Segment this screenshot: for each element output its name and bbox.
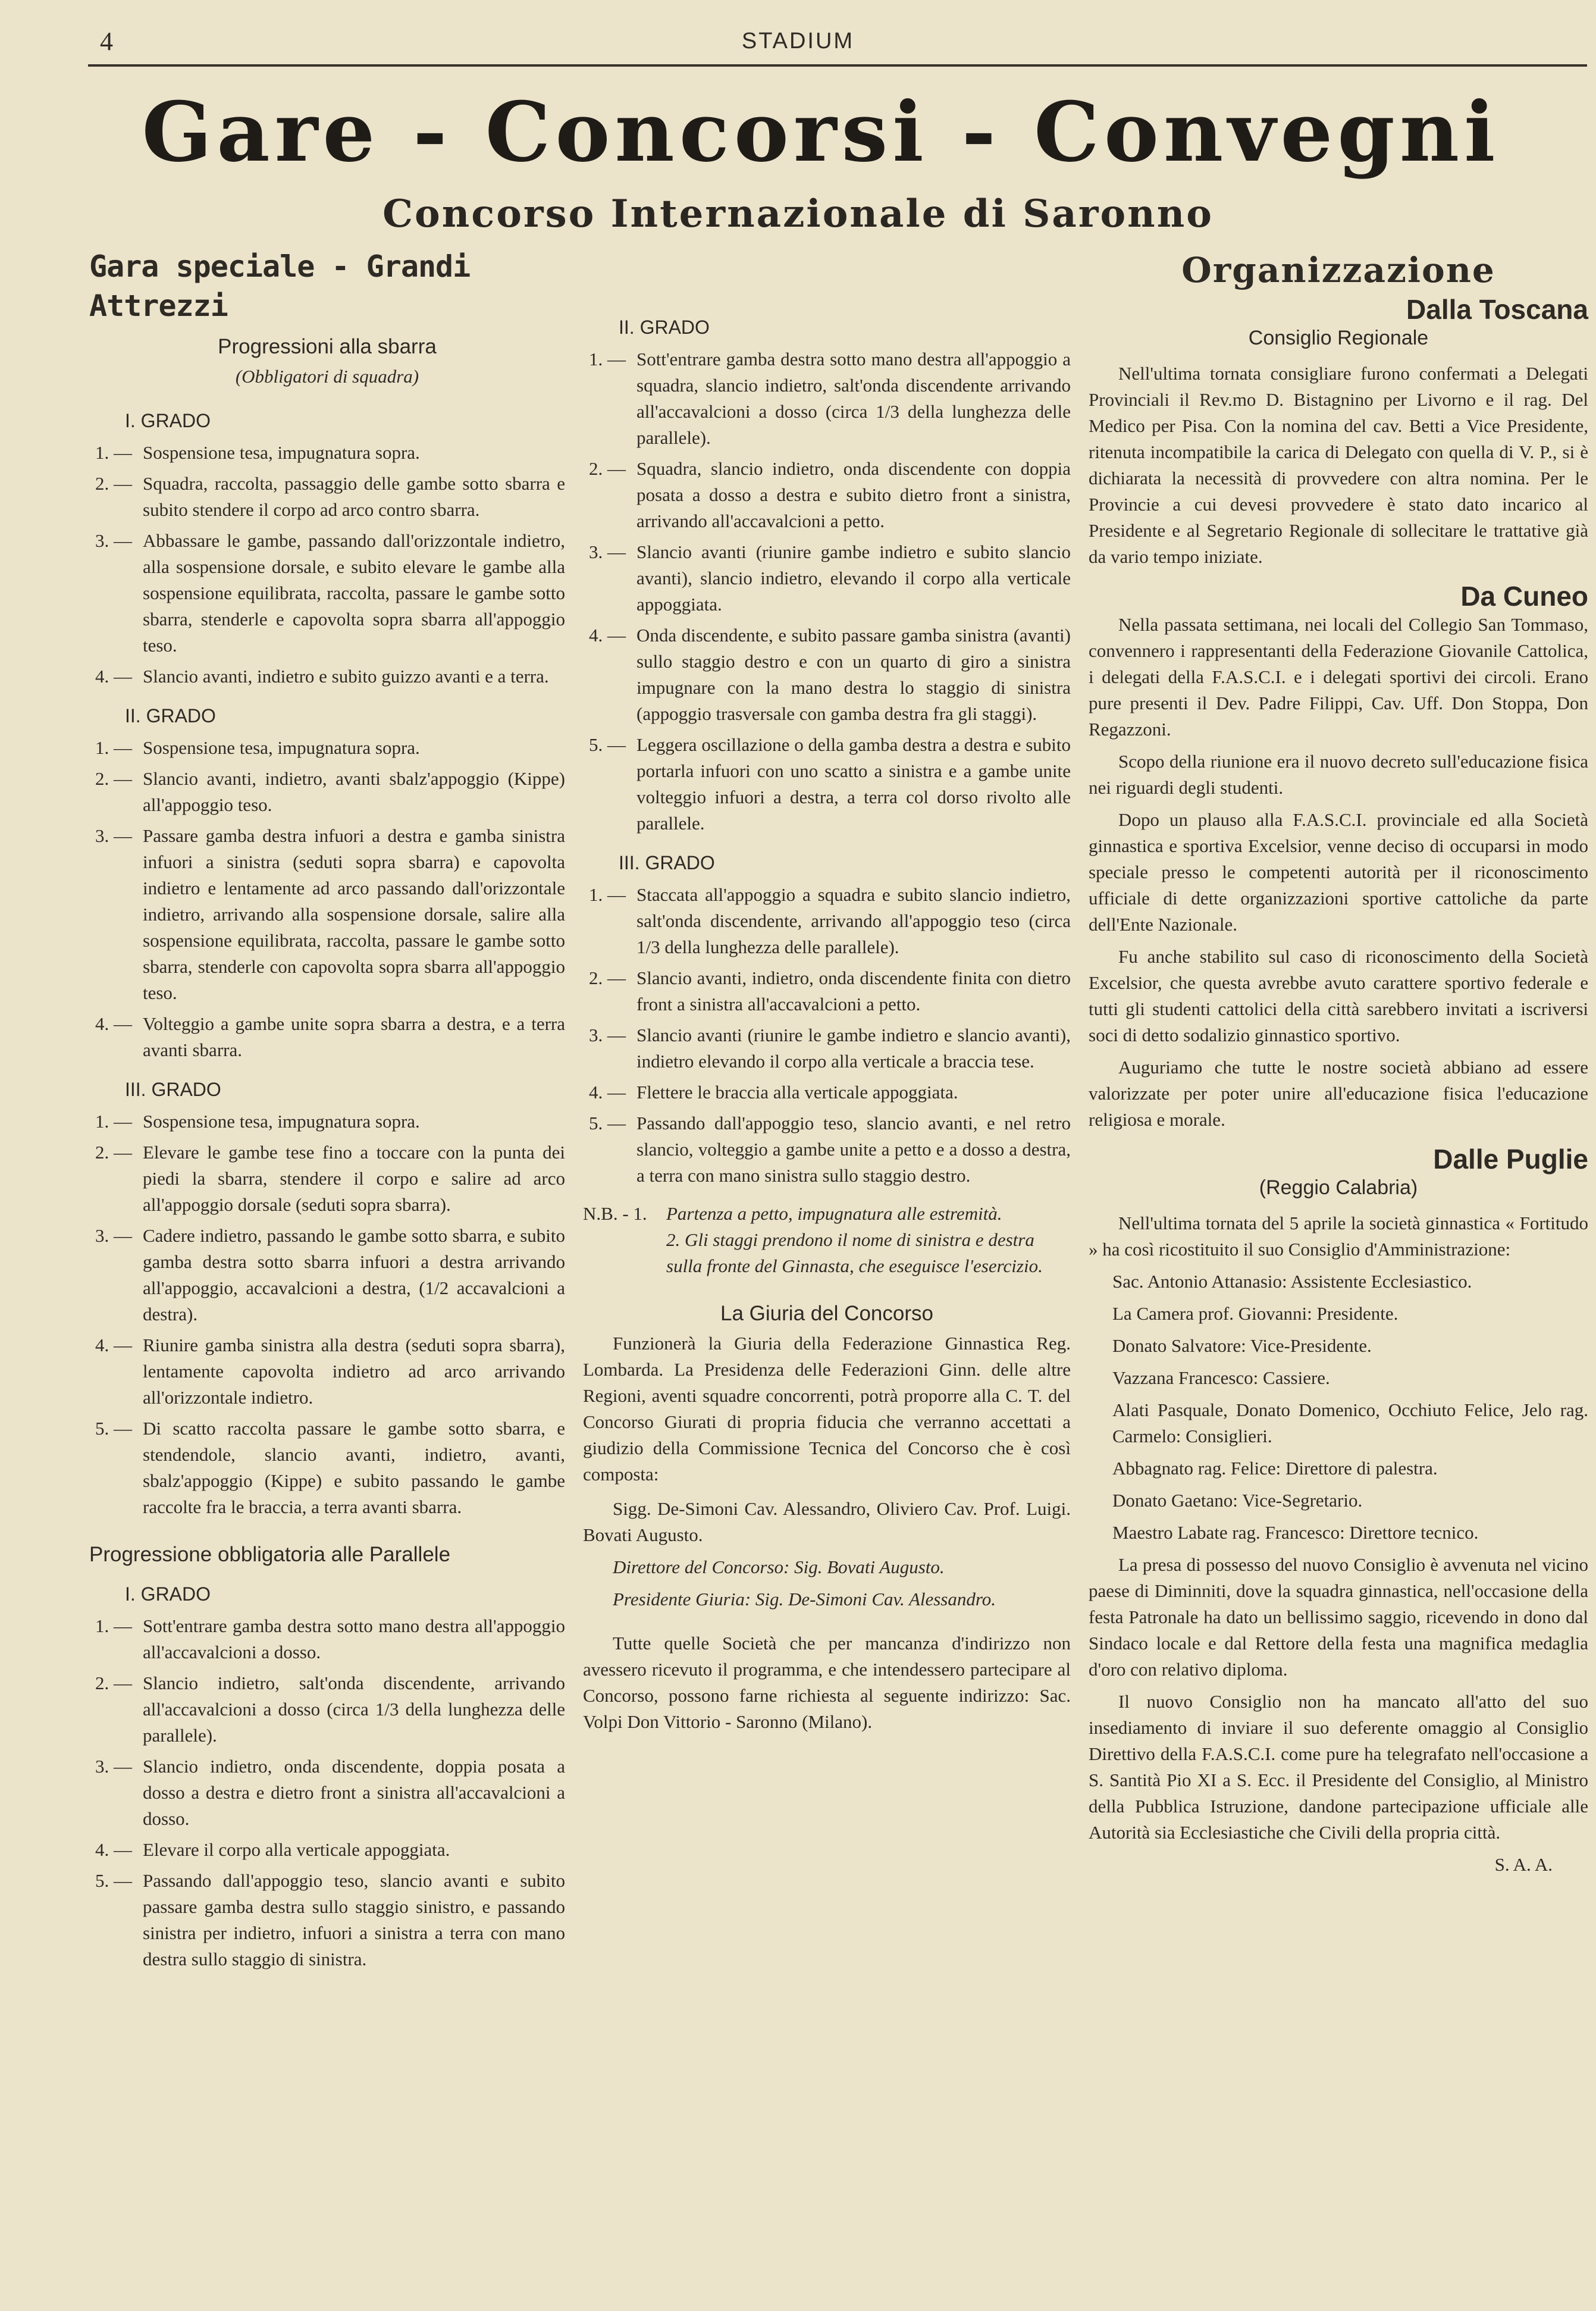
list-item: 3. — Slancio indietro, onda discendente, doppia posata a dosso a destra e dietro front a sinistra all'accavalcioni a dosso. [95,1756,565,1829]
parallele-grado-2-list [583,346,1071,837]
list-item: 4. — Slancio avanti, indietro e subito guizzo avanti e a terra. [95,666,549,687]
cuneo-paragraph: Auguriamo che tutte le nostre società abbiano ad essere valorizzate per poter unire all'educazione fisica l'educazione religiosa e morale. [1089,1057,1588,1130]
nb-label: N.B. - 1. [583,1203,647,1224]
list-item: La Camera prof. Giovanni: Presidente. [1112,1303,1399,1324]
list-item: 1. — Sospensione tesa, impugnatura sopra. [95,442,420,463]
nb-note-2: 2. Gli staggi prendono il nome di sinistra e destra sulla fronte del Ginnasta, che eseguisce l'esercizio. [666,1229,1043,1276]
list-item: Donato Salvatore: Vice-Presidente. [1112,1335,1372,1356]
list-item: 5. — Passando dall'appoggio teso, slancio avanti e subito passare gamba destra sullo staggio sinistro, e passando sinistra per indietro, infuori a sinistra a terra con mano destra sullo staggio di sinistra. [95,1870,565,1969]
list-item: 2. — Squadra, raccolta, passaggio delle gambe sotto sbarra e subito stendere il corpo ad arco contro sbarra. [95,473,565,520]
list-item: 2. — Elevare le gambe tese fino a toccare con la punta dei piedi la sbarra, stendere il corpo e salire ad arco all'appoggio dorsale (seduti sopra sbarra). [95,1142,565,1215]
giuria-notice: Tutte quelle Società che per mancanza d'indirizzo non avessero ricevuto il programma, e che intendessero partecipare al Concorso, possono farne richiesta al seguente indirizzo: Sac. Volpi Don Vittorio - Saronno (Milano). [583,1633,1071,1732]
list-item: 2. — Slancio avanti, indietro, onda discendente finita con dietro front a sinistra all'accavalcioni a petto. [589,967,1071,1014]
list-item: Vazzana Francesco: Cassiere. [1112,1367,1330,1388]
section-subtitle: Concorso Internazionale di Saronno [382,192,1214,236]
signature: S. A. A. [1494,1854,1553,1875]
list-item: 2. — Squadra, slancio indietro, onda discendente con doppia posata a dosso a destra e subito dietro front a sinistra, arrivando all'accavalcioni a petto. [589,458,1071,531]
list-item: 3. — Abbassare le gambe, passando dall'orizzontale indietro, alla sospensione dorsale, e subito elevare le gambe alla sospensione equilibrata, raccolta, passare le gambe sotto sbarra, stenderle e capovolta sopra sbarra all'appoggio teso. [95,530,565,656]
list-item: 4. — Flettere le braccia alla verticale appoggiata. [589,1082,958,1103]
sbarra-note: (Obbligatori di squadra) [235,366,419,387]
list-item: 4. — Onda discendente, e subito passare gamba sinistra (avanti) sullo staggio destro e con un quarto di giro a sinistra impugnare con la mano destra lo staggio di sinistra (appoggio trasversale con gamba destra fra gli staggi). [589,625,1071,724]
parallele-grado-1: I. GRADO [125,1583,211,1605]
cuneo-paragraph: Fu anche stabilito sul caso di riconoscimento della Società Excelsior, che questa avrebbe avuto carattere sportivo federale e tutti gli studenti cattolici della città sarebbero invitati a iscriversi soci di detto sodalizio ginnastico sportivo. [1089,946,1588,1045]
parallele-grado-3-list [583,882,1071,1189]
gara-title: Gara speciale - Grandi Attrezzi [89,249,471,323]
page-number: 4 [100,27,113,56]
puglie-title: Dalle Puglie [1433,1144,1588,1175]
parallele-title: Progressione obbligatoria alle Parallele [89,1543,451,1566]
list-item: 5. — Passando dall'appoggio teso, slancio avanti, e nel retro slancio, volteggio a gambe unite a petto e a dosso a destra, a terra con mano sinistra sullo staggio destro. [589,1113,1071,1186]
list-item: Alati Pasquale, Donato Domenico, Occhiuto Felice, Jelo rag. Carmelo: Consiglieri. [1112,1399,1588,1446]
list-item: 1. — Sott'entrare gamba destra sotto mano destra all'appoggio all'accavalcioni a dosso. [95,1615,565,1662]
list-item: 5. — Leggera oscillazione o della gamba destra a destra e subito portarla infuori con uno scatto a sinistra e a gambe unite volteggio infuori a destra, a terra col dorso rivolto alle parallele. [589,734,1071,834]
list-item: Donato Gaetano: Vice-Segretario. [1112,1490,1363,1511]
list-item: 3. — Cadere indietro, passando le gambe sotto sbarra, e subito gamba destra sotto sbarra infuori a destra arrivando all'appoggio, accavalcioni a destra, (1/2 accavalcioni a destra). [95,1225,565,1324]
parallele-grado-2: II. GRADO [619,317,710,338]
middle-column [583,249,1071,1741]
list-item: 2. — Slancio indietro, salt'onda discendente, arrivando all'accavalcioni a dosso (circa 1/3 della lunghezza delle parallele). [95,1673,565,1746]
left-column [89,247,565,1977]
sbarra-grado-3: III. GRADO [125,1079,221,1100]
sbarra-grado-3-list [89,1108,565,1520]
cuneo-paragraph: Scopo della riunione era il nuovo decreto sull'educazione fisica nei riguardi degli studenti. [1089,751,1588,798]
list-item: Maestro Labate rag. Francesco: Direttore tecnico. [1112,1522,1479,1543]
list-item: 1. — Sospensione tesa, impugnatura sopra. [95,737,420,758]
giuria-presidente: Presidente Giuria: Sig. De-Simoni Cav. Alessandro. [613,1589,996,1609]
puglie-paragraph: La presa di possesso del nuovo Consiglio è avvenuta nel vicino paese di Diminniti, dove la squadra ginnastica, nell'occasione della festa Patronale ha dato un bellissimo saggio, ricevendo in dono dal Sindaco locale e dal Rettore della festa una magnifica medaglia d'oro con relativo diploma. [1089,1554,1588,1680]
list-item: 1. — Staccata all'appoggio a squadra e subito slancio indietro, salt'onda discendente, arrivando all'appoggio teso (circa 1/3 della lunghezza delle parallele). [589,884,1071,957]
toscana-subtitle: Consiglio Regionale [1248,327,1429,349]
puglie-paragraph: Nell'ultima tornata del 5 aprile la società ginnastica « Fortitudo » ha così ricostituito il suo Consiglio d'Amministrazione: [1089,1213,1588,1260]
cuneo-title: Da Cuneo [1460,581,1588,612]
list-item: 4. — Elevare il corpo alla verticale appoggiata. [95,1839,450,1860]
sbarra-grado-2-list [89,735,565,1063]
cuneo-paragraph: Dopo un plauso alla F.A.S.C.I. provinciale ed alla Società ginnastica e sportiva Excelsior, venne deciso di occuparsi in modo speciale presso le competenti autorità per il riconoscimento ufficiale di dette organizzazioni sportive cattoliche da parte dell'Ente Nazionale. [1089,809,1588,935]
list-item: 3. — Passare gamba destra infuori a destra e gamba sinistra infuori a sinistra (seduti sopra sbarra) e capovolta indietro e lentamente ad arco passando dall'orizzontale indietro, arrivando alla sospensione dorsale, salire alla sospensione equilibrata, raccolta, passare le gambe sotto sbarra, stenderle con capovolta sopra sbarra all'appoggio teso. [95,825,565,1003]
giuria-paragraph: Funzionerà la Giuria della Federazione Ginnastica Reg. Lombarda. La Presidenza delle Federazioni Ginn. delle altre Regioni, aventi squadre concorrenti, potrà proporre alla C. T. del Concorso Giurati di propria fiducia che verranno accettati a giudizio della Commissione Tecnica del Concorso che è così composta: [583,1333,1071,1485]
nb-note-1: Partenza a petto, impugnatura alle estremità. [666,1203,1002,1224]
list-item: Abbagnato rag. Felice: Direttore di palestra. [1112,1458,1438,1479]
organizzazione-title: Organizzazione [1181,250,1495,290]
puglie-subtitle: (Reggio Calabria) [1259,1176,1418,1199]
page-banner: Gare - Concorsi - Convegni [142,83,1500,180]
parallele-grado-3: III. GRADO [619,852,715,873]
list-item: 4. — Riunire gamba sinistra alla destra (seduti sopra sbarra), lentamente capovolta indietro ad arco arrivando all'orizzontale indietro. [95,1335,565,1408]
list-item: 5. — Di scatto raccolta passare le gambe sotto sbarra, e stendendole, slancio avanti, indietro, avanti, sbalz'appoggio (Kippe) e subito passando le gambe raccolte fra le braccia, a terra avanti sbarra. [95,1418,565,1517]
list-item: 1. — Sott'entrare gamba destra sotto mano destra all'appoggio a squadra, slancio indietro, salt'onda discendente arrivando all'accavalcioni a dosso (circa 1/3 della lunghezza delle parallele). [589,349,1071,448]
puglie-paragraph: Il nuovo Consiglio non ha mancato all'atto del suo insediamento di inviare il suo deferente omaggio al Consiglio Direttivo della F.A.S.C.I. come pure ha telegrafato nell'occasione a S. Santità Pio XI a S. Ecc. il Presidente del Consiglio, al Ministro della Pubblica Istruzione, dandone partecipazione ufficiale alle Autorità sia Ecclesiastiche che Civili della propria città. [1089,1691,1588,1843]
nota-bene [583,1201,1071,1279]
list-item: 1. — Sospensione tesa, impugnatura sopra. [95,1111,420,1132]
list-item: Sac. Antonio Attanasio: Assistente Ecclesiastico. [1112,1271,1472,1292]
list-item: 2. — Slancio avanti, indietro, avanti sbalz'appoggio (Kippe) all'appoggio teso. [95,768,565,815]
sbarra-title: Progressioni alla sbarra [218,335,437,358]
giuria-direttore: Direttore del Concorso: Sig. Bovati Augusto. [613,1557,945,1577]
sbarra-grado-1-list [89,440,565,690]
list-item: 3. — Slancio avanti (riunire le gambe indietro e slancio avanti), indietro elevando il corpo alla verticale a braccia tese. [589,1025,1071,1072]
running-head: STADIUM [741,29,855,54]
sbarra-grado-2: II. GRADO [125,705,216,727]
header-rule [88,64,1587,67]
toscana-title: Dalla Toscana [1406,294,1588,325]
parallele-grado-1-list [89,1613,565,1972]
list-item: 4. — Volteggio a gambe unite sopra sbarra a destra, e a terra avanti sbarra. [95,1013,565,1060]
sbarra-grado-1: I. GRADO [125,410,211,431]
right-column [1089,249,1588,1878]
giuria-title: La Giuria del Concorso [720,1302,933,1325]
list-item: 3. — Slancio avanti (riunire gambe indietro e subito slancio avanti), slancio indietro, elevando il corpo alla verticale appoggiata. [589,541,1071,615]
toscana-paragraph: Nell'ultima tornata consigliare furono confermati a Delegati Provinciali il Rev.mo D. Bistagnino per Livorno e il rag. Del Medico per Pisa. Con la nomina del cav. Betti a Vice Presidente, ritenuta incompatibile la carica di Delegato con quella di V. P., si è dichiarata la necessità di provvedere con altra nomina. Per le Provincie a cui devesi provvedere è stato dato incarico al Presidente e al Segretario Regionale di sollecitare le trattative già da vario tempo iniziate. [1089,363,1588,567]
cuneo-paragraph: Nella passata settimana, nei locali del Collegio San Tommaso, convennero i rappresentanti della Federazione Giovanile Cattolica, i delegati della F.A.S.C.I. e i delegati sportivi dei circoli. Erano pure presenti il Dev. Padre Filippi, Cav. Uff. Don Stoppa, Don Regazzoni. [1089,614,1588,740]
giuria-members: Sigg. De-Simoni Cav. Alessandro, Oliviero Cav. Prof. Luigi. Bovati Augusto. [583,1498,1071,1545]
